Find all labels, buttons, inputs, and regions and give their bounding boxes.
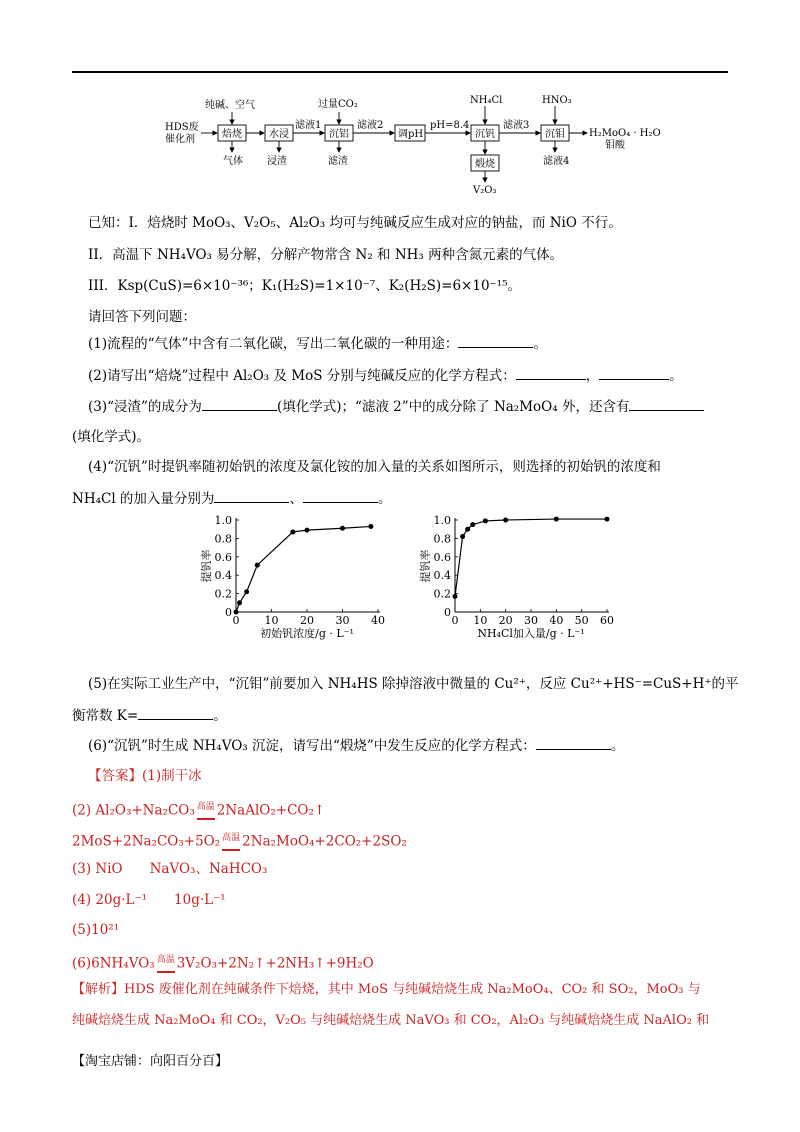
flow-out-residue: 浸渣 — [267, 156, 287, 167]
chart-nh4cl-amount — [415, 510, 625, 645]
flow-box-calcine: 煅烧 — [475, 159, 495, 170]
question-1: (1)流程的“气体”中含有二氧化碳，写出二氧化碳的一种用途： 。 — [88, 333, 547, 354]
flow-box-ph: 调pH — [398, 129, 424, 140]
analysis-2: 纯碱焙烧生成 Na₂MoO₄ 和 CO₂，V₂O₅ 与纯碱焙烧生成 NaVO₃ 和 CO₂，Al₂O₃ 与纯碱焙烧生成 NaAlO₂ 和 — [72, 1013, 710, 1028]
x-tick-label: 20 — [498, 614, 513, 627]
known-1: 已知：I．焙烧时 MoO₃、V₂O₅、Al₂O₃ 均可与纯碱反应生成对应的钠盐，而 NiO 不行。 — [88, 215, 622, 231]
data-point — [460, 534, 465, 539]
flow-product-note: 钼酸 — [605, 140, 625, 151]
flow-roast-in: 纯碱、空气 — [205, 100, 255, 111]
top-rule — [72, 71, 728, 73]
y-axis-label: 提钒率 — [419, 549, 432, 583]
question-6-text: (6)“沉钒”时生成 NH₄VO₃ 沉淀，请写出“煅烧”中发生反应的化学方程式： — [88, 738, 536, 754]
answer-blank — [458, 333, 533, 348]
x-axis-label: NH₄Cl加入量/g · L⁻¹ — [477, 627, 585, 640]
flow-box-leach: 水浸 — [269, 129, 289, 140]
x-tick-label: 0 — [451, 614, 459, 627]
condition-high-temp: 高温 — [222, 828, 240, 848]
answer-blank — [202, 396, 277, 411]
answer-2b — [72, 828, 407, 852]
question-2-text: (2)请写出“焙烧”过程中 Al₂O₃ 及 MoS 分别与纯碱反应的化学方程式： — [88, 368, 516, 384]
y-axis-label: 提钒率 — [200, 549, 213, 583]
y-tick-label: 0.6 — [214, 550, 232, 564]
y-tick-label: 1.0 — [214, 514, 232, 527]
y-tick-label: 0.6 — [433, 550, 451, 564]
flow-filtrate1: 滤液1 — [295, 120, 322, 131]
x-tick-label: 40 — [371, 614, 385, 627]
flow-box-ppt-v: 沉钒 — [475, 129, 495, 140]
answer-2b-left: 2MoS+2Na₂CO₃+5O₂ — [72, 833, 221, 850]
answer-6-left: (6)6NH₄VO₃ — [72, 955, 155, 972]
x-tick-label: 0 — [232, 614, 240, 627]
question-4b-text: NH₄Cl 的加入量分别为 — [72, 491, 215, 507]
x-tick-label: 40 — [549, 614, 564, 627]
data-point — [305, 528, 310, 533]
condition-high-temp: 高温 — [157, 950, 175, 970]
answer-2a-left: (2) Al₂O₃+Na₂CO₃ — [72, 802, 195, 819]
answer-blank — [536, 735, 611, 750]
question-2: (2)请写出“焙烧”过程中 Al₂O₃ 及 MoS 分别与纯碱反应的化学方程式： ， 。 — [88, 365, 683, 386]
x-tick-label: 20 — [300, 614, 314, 627]
data-point — [465, 527, 470, 532]
y-tick-label: 0.2 — [214, 587, 232, 601]
data-point — [237, 600, 242, 605]
flow-box-ppt-al: 沉铝 — [329, 129, 349, 140]
data-point — [290, 529, 295, 534]
questions-intro: 请回答下列问题： — [88, 309, 196, 325]
answer-6 — [72, 950, 374, 974]
question-5b-text: 衡常数 K= — [72, 708, 139, 724]
data-point — [453, 594, 458, 599]
answer-head: 【答案】(1)制干冰 — [88, 768, 202, 784]
data-point — [503, 518, 508, 523]
y-tick-label: 1.0 — [433, 514, 451, 527]
known-2: II．高温下 NH₄VO₃ 易分解，分解产物常含 N₂ 和 NH₃ 两种含氮元素的气体。 — [88, 247, 564, 263]
x-tick-label: 30 — [335, 614, 350, 627]
answer-blank — [629, 396, 704, 411]
y-tick-label: 0.4 — [433, 569, 451, 583]
x-tick-label: 50 — [574, 614, 589, 627]
y-tick-label: 0.8 — [433, 532, 451, 546]
footer-shop: 【淘宝店铺：向阳百分百】 — [72, 1054, 229, 1069]
question-6: (6)“沉钒”时生成 NH₄VO₃ 沉淀，请写出“煅烧”中发生反应的化学方程式： 。 — [88, 735, 624, 756]
question-3 — [88, 396, 704, 417]
question-1-text: (1)流程的“气体”中含有二氧化碳，写出二氧化碳的一种用途： — [88, 336, 459, 352]
x-tick-label: 10 — [264, 614, 279, 627]
answer-2a — [72, 797, 325, 821]
answer-blank — [138, 705, 213, 720]
data-point — [244, 589, 249, 594]
answer-2b-right: 2Na₂MoO₄+2CO₂+2SO₂ — [242, 833, 407, 850]
flow-box-roast: 焙烧 — [222, 129, 242, 140]
answer-blank — [516, 365, 586, 380]
flow-filtrate2: 滤液2 — [357, 120, 384, 131]
x-axis-label: 初始钒浓度/g · L⁻¹ — [260, 627, 354, 640]
data-point — [368, 524, 373, 529]
series-line — [455, 519, 607, 596]
y-tick-label: 0.4 — [214, 569, 232, 583]
data-point — [340, 526, 345, 531]
data-point — [234, 610, 239, 615]
data-point — [483, 518, 488, 523]
flow-feed-2: 催化剂 — [165, 134, 195, 145]
y-tick-label: 0 — [225, 606, 232, 619]
data-point — [554, 517, 559, 522]
question-3-text-b: (填化学式)；“滤液 2”中的成分除了 Na₂MoO₄ 外，还含有 — [276, 399, 630, 415]
flow-nh4cl: NH₄Cl — [470, 95, 503, 106]
series-line — [236, 526, 371, 612]
x-tick-label: 10 — [473, 614, 488, 627]
question-5b: 衡常数 K= 。 — [72, 705, 227, 726]
answer-3: (3) NiO NaVO₃、NaHCO₃ — [72, 861, 268, 877]
data-point — [255, 563, 260, 568]
answer-6-right: 3V₂O₃+2N₂↑+2NH₃↑+9H₂O — [176, 955, 374, 972]
flow-box-ppt-mo: 沉钼 — [545, 129, 565, 140]
data-point — [470, 522, 475, 527]
chart-initial-vanadium — [196, 510, 396, 645]
flow-product: H₂MoO₄ · H₂O — [589, 128, 661, 139]
process-flowchart — [155, 92, 675, 197]
flow-out-slag: 滤渣 — [328, 156, 348, 167]
question-3-text-a: (3)“浸渣”的成分为 — [88, 399, 202, 415]
question-5a: (5)在实际工业生产中，“沉钼”前要加入 NH₄HS 除掉溶液中微量的 Cu²⁺，反应 Cu²⁺+HS⁻=CuS+H⁺的平 — [88, 676, 739, 692]
answer-blank — [303, 488, 378, 503]
flow-ph-value: pH=8.4 — [430, 120, 470, 131]
flow-excess-co2: 过量CO₂ — [318, 99, 358, 110]
y-tick-label: 0 — [444, 606, 451, 619]
data-point — [605, 517, 610, 522]
question-4a: (4)“沉钒”时提钒率随初始钒的浓度及氯化铵的加入量的关系如图所示，则选择的初始钒的浓度和 — [88, 459, 661, 475]
answer-blank — [214, 488, 289, 503]
condition-high-temp: 高温 — [197, 797, 215, 817]
answer-2a-right: 2NaAlO₂+CO₂↑ — [216, 802, 326, 819]
answer-5: (5)10²¹ — [72, 922, 120, 938]
flow-out-gas: 气体 — [223, 156, 243, 167]
x-tick-label: 30 — [524, 614, 538, 627]
analysis-1: 【解析】HDS 废催化剂在纯碱条件下焙烧，其中 MoS 与纯碱焙烧生成 Na₂MoO₄、CO₂ 和 SO₂，MoO₃ 与 — [72, 982, 701, 997]
x-tick-label: 60 — [600, 614, 614, 627]
question-3-cont: (填化学式)。 — [72, 429, 151, 445]
flow-filtrate3: 滤液3 — [503, 120, 530, 131]
answer-blank — [599, 365, 669, 380]
question-4b: NH₄Cl 的加入量分别为 、 。 — [72, 488, 391, 509]
flow-out-filtrate4: 滤液4 — [543, 156, 570, 167]
flow-hno3: HNO₃ — [542, 95, 572, 106]
flow-out-v2o3: V₂O₃ — [473, 185, 497, 196]
answer-4: (4) 20g·L⁻¹ 10g·L⁻¹ — [72, 892, 226, 908]
y-tick-label: 0.8 — [214, 532, 232, 546]
flow-feed-1: HDS废 — [165, 122, 199, 133]
known-3: III．Ksp(CuS)=6×10⁻³⁶；K₁(H₂S)=1×10⁻⁷、K₂(H₂S)=6×10⁻¹⁵。 — [88, 278, 521, 294]
y-tick-label: 0.2 — [433, 587, 451, 601]
